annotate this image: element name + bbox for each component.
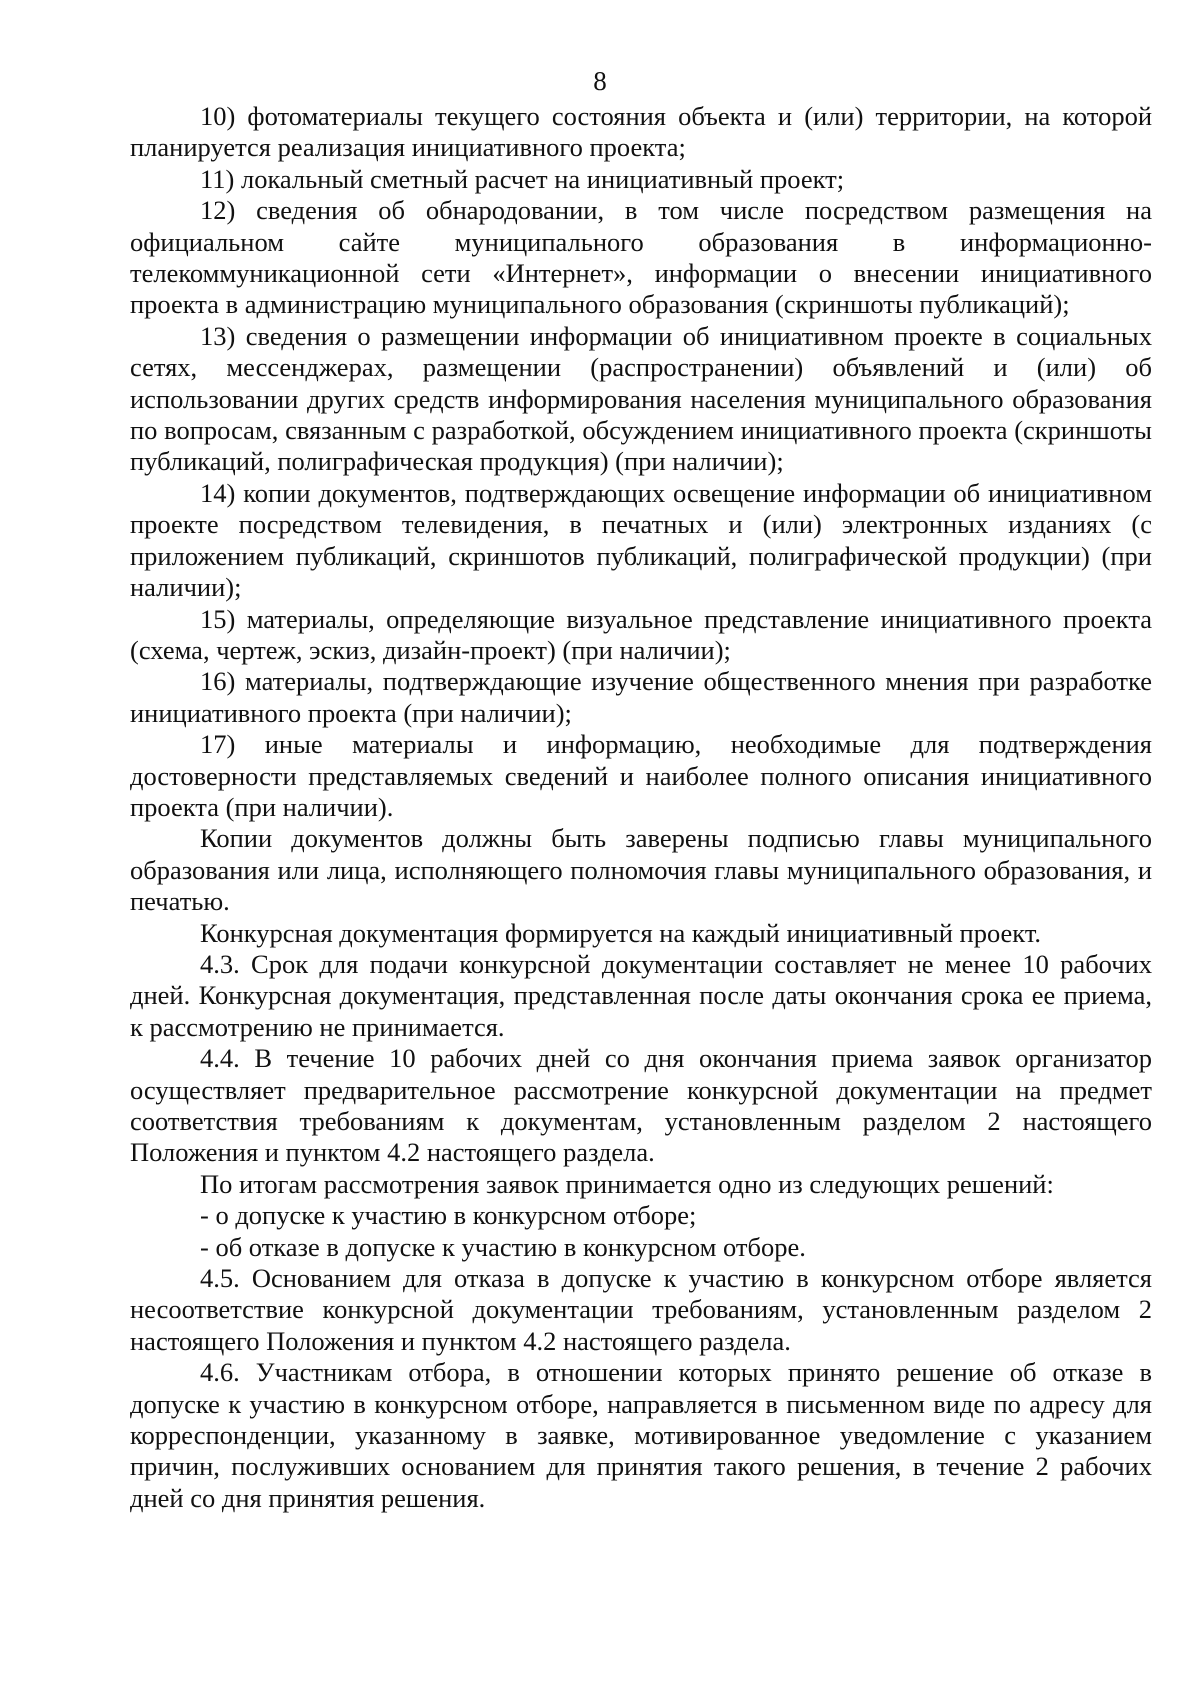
paragraph-item-16: 16) материалы, подтверждающие изучение общественного мнения при разработке инициативного проекта (при наличии); [130, 666, 1152, 728]
paragraph-certification: Копии документов должны быть заверены подписью главы муниципального образования или лица, исполняющего полномочия главы муниципального образования, и печатью. [130, 823, 1152, 917]
paragraph-item-12: 12) сведения об обнародовании, в том числе посредством размещения на официальном сайте муниципального образования в информационно-телекоммуникационной сети «Интернет», информации о внесении инициативного проекта в администрацию муниципального образования (скриншоты публикаций); [130, 195, 1152, 320]
paragraph-decision-admit: - о допуске к участию в конкурсном отборе; [200, 1200, 697, 1231]
paragraph-item-11: 11) локальный сметный расчет на инициативный проект; [200, 163, 845, 194]
paragraph-item-14: 14) копии документов, подтверждающих освещение информации об инициативном проекте посредством телевидения, в печатных и (или) электронных изданиях (с приложением публикаций, скриншотов публикаций, полиграфической продукции) (при наличии); [130, 477, 1152, 603]
paragraph-4-4: 4.4. В течение 10 рабочих дней со дня окончания приема заявок организатор осуществляет предварительное рассмотрение конкурсной документации на предмет соответствия требованиям к документам, установленным разделом 2 настоящего Положения и пунктом 4.2 настоящего раздела. [130, 1043, 1152, 1168]
paragraph-4-3: 4.3. Срок для подачи конкурсной документации составляет не менее 10 рабочих дней. Конкурсная документация, представленная после даты окончания срока ее приема, к рассмотрению не принимается. [130, 948, 1152, 1042]
paragraph-decisions-intro: По итогам рассмотрения заявок принимается одно из следующих решений: [200, 1168, 1054, 1199]
paragraph-4-5: 4.5. Основанием для отказа в допуске к участию в конкурсном отборе является несоответствие конкурсной документации требованиям, установленным разделом 2 настоящего Положения и пунктом 4.2 настоящего раздела. [130, 1263, 1152, 1356]
paragraph-item-17: 17) иные материалы и информацию, необходимые для подтверждения достоверности представляемых сведений и наиболее полного описания инициативного проекта (при наличии). [130, 729, 1152, 822]
page-number: 8 [593, 66, 607, 96]
paragraph-item-10: 10) фотоматериалы текущего состояния объекта и (или) территории, на которой планируется реализация инициативного проекта; [130, 101, 1152, 163]
paragraph-4-6: 4.6. Участникам отбора, в отношении которых принято решение об отказе в допуске к участию в конкурсном отборе, направляется в письменном виде по адресу для корреспонденции, указанному в заявке, мотивированное уведомление с указанием причин, послуживших основанием для принятия такого решения, в течение 2 рабочих дней со дня принятия решения. [130, 1357, 1152, 1513]
paragraph-item-13: 13) сведения о размещении информации об инициативном проекте в социальных сетях, мессенджерах, размещении (распространении) объявлений и (или) об использовании других средств информирования населения муниципального образования по вопросам, связанным с разработкой, обсуждением инициативного проекта (скриншоты публикаций, полиграфическая продукция) (при наличии); [130, 320, 1152, 477]
document-body [130, 101, 1152, 1514]
paragraph-per-project: Конкурсная документация формируется на каждый инициативный проект. [200, 917, 1042, 948]
paragraph-item-15: 15) материалы, определяющие визуальное представление инициативного проекта (схема, чертеж, эскиз, дизайн-проект) (при наличии); [130, 603, 1152, 665]
paragraph-decision-refuse: - об отказе в допуске к участию в конкурсном отборе. [200, 1231, 806, 1262]
